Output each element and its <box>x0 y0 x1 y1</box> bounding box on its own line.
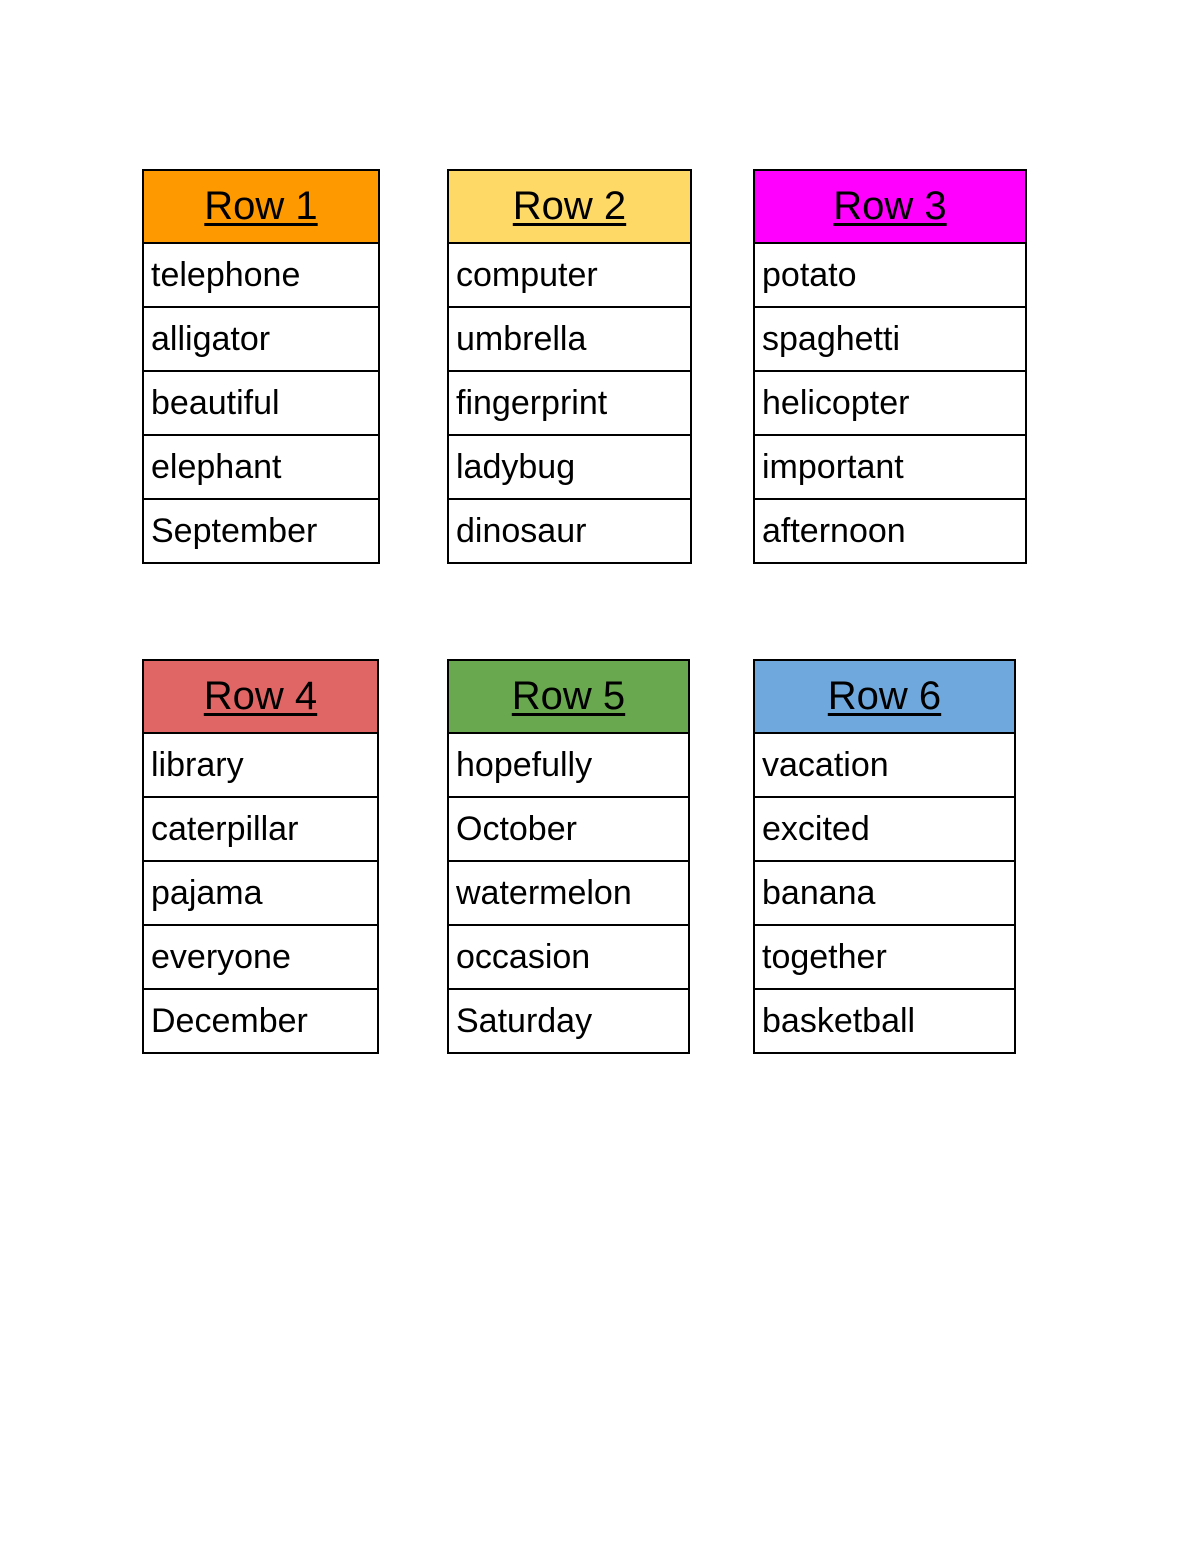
word-cell: banana <box>754 861 1015 925</box>
word-cell: fingerprint <box>448 371 691 435</box>
word-cell: pajama <box>143 861 378 925</box>
word-cell: umbrella <box>448 307 691 371</box>
word-cell: beautiful <box>143 371 379 435</box>
table-header: Row 2 <box>448 170 691 243</box>
word-cell: October <box>448 797 689 861</box>
word-cell: library <box>143 733 378 797</box>
word-table-row-4 <box>142 659 379 1054</box>
word-table-row-6 <box>753 659 1016 1054</box>
word-cell: vacation <box>754 733 1015 797</box>
word-cell: hopefully <box>448 733 689 797</box>
word-cell: basketball <box>754 989 1015 1053</box>
word-cell: everyone <box>143 925 378 989</box>
word-cell: potato <box>754 243 1026 307</box>
table-header: Row 1 <box>143 170 379 243</box>
table-header: Row 3 <box>754 170 1026 243</box>
word-table-row-1 <box>142 169 380 564</box>
word-table-row-3 <box>753 169 1027 564</box>
word-cell: December <box>143 989 378 1053</box>
word-cell: together <box>754 925 1015 989</box>
word-cell: September <box>143 499 379 563</box>
word-cell: afternoon <box>754 499 1026 563</box>
word-cell: Saturday <box>448 989 689 1053</box>
word-table-row-5 <box>447 659 690 1054</box>
word-cell: watermelon <box>448 861 689 925</box>
table-header: Row 4 <box>143 660 378 733</box>
word-cell: important <box>754 435 1026 499</box>
word-cell: dinosaur <box>448 499 691 563</box>
word-cell: alligator <box>143 307 379 371</box>
word-cell: caterpillar <box>143 797 378 861</box>
word-cell: spaghetti <box>754 307 1026 371</box>
word-cell: computer <box>448 243 691 307</box>
word-cell: helicopter <box>754 371 1026 435</box>
word-cell: ladybug <box>448 435 691 499</box>
word-table-row-2 <box>447 169 692 564</box>
table-header: Row 6 <box>754 660 1015 733</box>
word-cell: occasion <box>448 925 689 989</box>
word-cell: telephone <box>143 243 379 307</box>
word-cell: elephant <box>143 435 379 499</box>
word-cell: excited <box>754 797 1015 861</box>
table-header: Row 5 <box>448 660 689 733</box>
